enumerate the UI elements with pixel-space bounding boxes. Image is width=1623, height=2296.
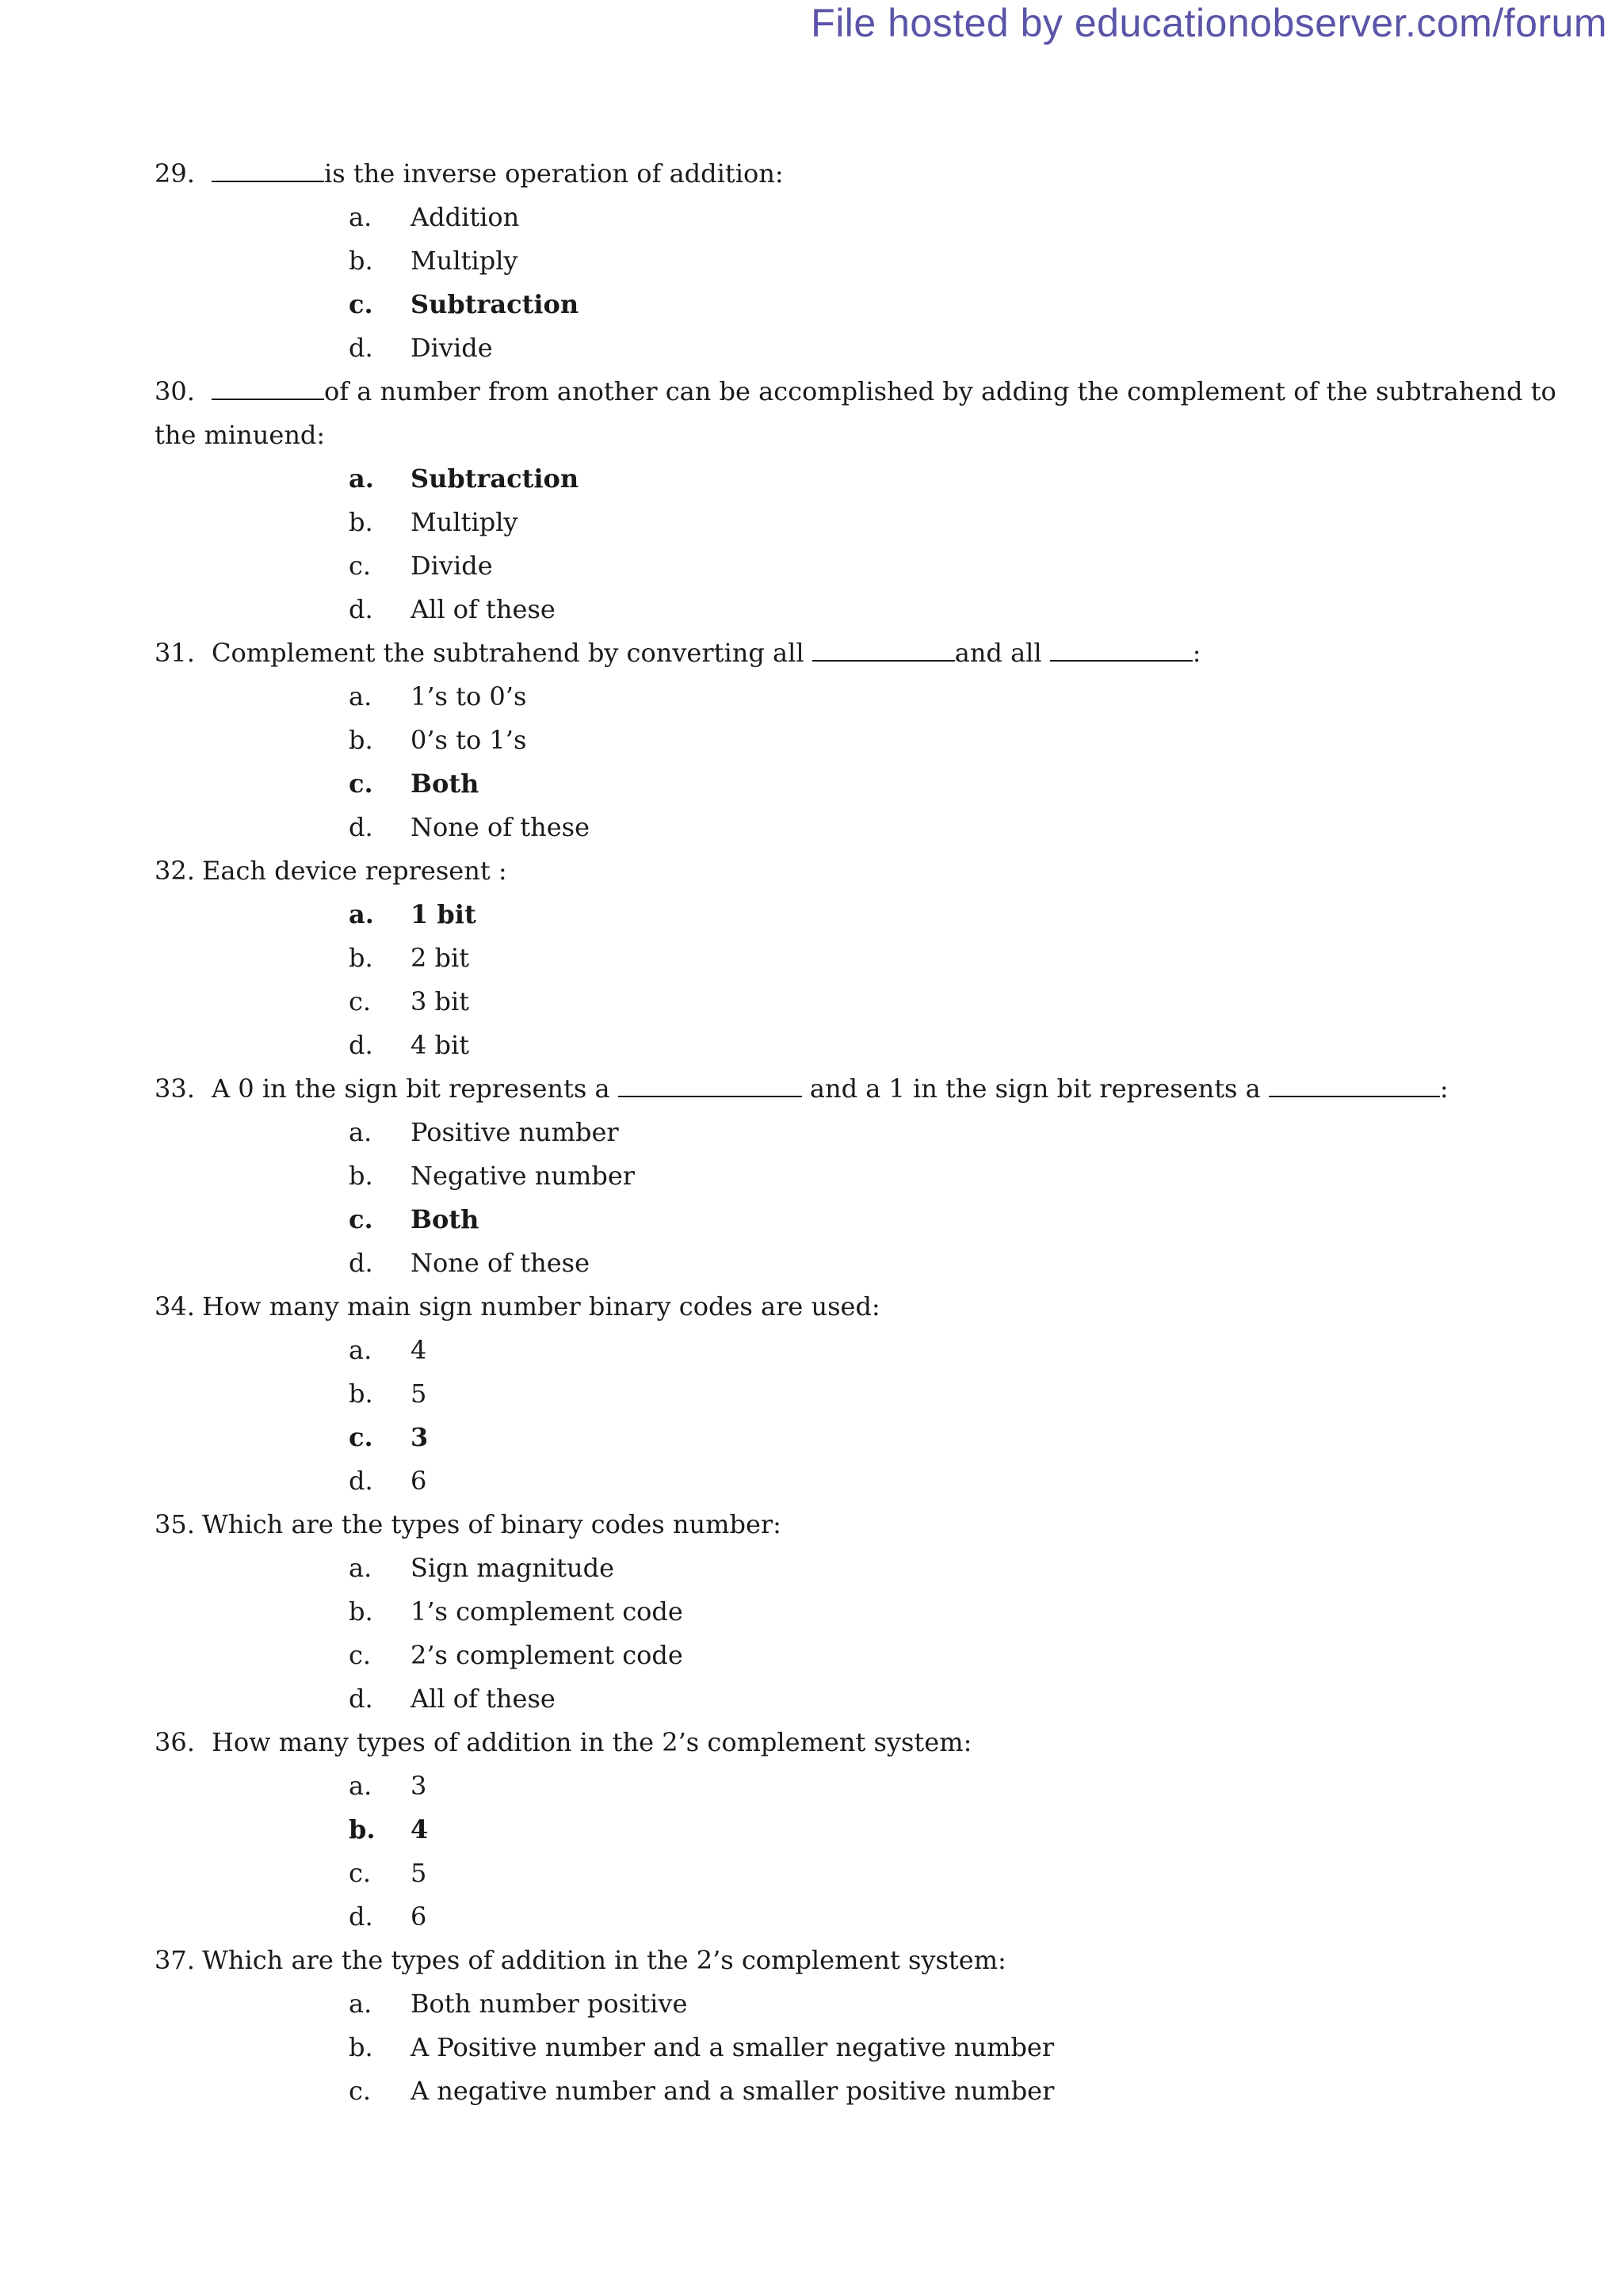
answer-blank bbox=[618, 1070, 802, 1097]
option bbox=[155, 2026, 1454, 2069]
option-text: 6 bbox=[411, 1466, 427, 1496]
question-text: is the inverse operation of addition: bbox=[324, 158, 784, 189]
option-letter: c. bbox=[349, 289, 373, 319]
question-36 bbox=[155, 1721, 1454, 1764]
option-text: 1 bit bbox=[411, 899, 476, 929]
option-letter: a. bbox=[349, 1117, 372, 1147]
option-letter: a. bbox=[349, 202, 372, 232]
option-text: Multiply bbox=[411, 246, 518, 276]
option-text: Multiply bbox=[411, 507, 518, 537]
option bbox=[155, 980, 1454, 1024]
option-letter: b. bbox=[349, 1161, 373, 1191]
question-29 bbox=[155, 152, 1454, 196]
option-text: 3 bbox=[411, 1422, 429, 1452]
option bbox=[155, 1154, 1454, 1198]
option-text: Divide bbox=[411, 551, 493, 581]
option-text: A negative number and a smaller positive number bbox=[411, 2076, 1055, 2106]
question-32 bbox=[155, 849, 1454, 893]
question-30 bbox=[155, 370, 1556, 414]
option-correct bbox=[155, 1198, 1454, 1241]
option-correct bbox=[155, 457, 1454, 501]
question-text: : bbox=[1439, 1074, 1449, 1104]
option bbox=[155, 1547, 1454, 1590]
option bbox=[155, 2069, 1454, 2113]
option bbox=[155, 1590, 1454, 1634]
question-number: 29. bbox=[155, 158, 195, 189]
option-text: 3 bbox=[411, 1771, 427, 1801]
option-letter: c. bbox=[349, 1204, 373, 1234]
option bbox=[155, 1372, 1454, 1416]
option bbox=[155, 326, 1454, 370]
option-text: 4 bbox=[411, 1814, 429, 1844]
option-text: 5 bbox=[411, 1379, 427, 1409]
option-letter: c. bbox=[349, 769, 373, 799]
question-number: 30. bbox=[155, 376, 195, 406]
answer-blank bbox=[212, 155, 324, 182]
option-letter: a. bbox=[349, 1771, 372, 1801]
question-text: : bbox=[1192, 638, 1201, 668]
option-text: Sign magnitude bbox=[411, 1553, 615, 1583]
option-text: 0’s to 1’s bbox=[411, 725, 527, 755]
answer-blank bbox=[1269, 1070, 1440, 1097]
answer-blank bbox=[212, 373, 324, 400]
question-number: 32. bbox=[155, 856, 195, 886]
option-letter: c. bbox=[349, 1640, 372, 1670]
question-text: and all bbox=[954, 638, 1050, 668]
option bbox=[155, 1111, 1454, 1154]
option-text: None of these bbox=[411, 1248, 590, 1278]
question-number: 37. bbox=[155, 1945, 195, 1975]
option-letter: b. bbox=[349, 1596, 373, 1627]
question-text: Which are the types of addition in the 2’s complement system: bbox=[202, 1945, 1006, 1975]
option-letter: b. bbox=[349, 1379, 373, 1409]
question-text: Which are the types of binary codes number: bbox=[202, 1509, 781, 1539]
question-33 bbox=[155, 1067, 1454, 1111]
question-text: How many types of addition in the 2’s complement system: bbox=[212, 1727, 972, 1757]
option-text: A Positive number and a smaller negative number bbox=[411, 2032, 1055, 2062]
option bbox=[155, 1329, 1454, 1372]
option-text: All of these bbox=[411, 594, 556, 624]
option-letter: c. bbox=[349, 1858, 372, 1888]
option-letter: a. bbox=[349, 899, 374, 929]
question-text: Each device represent : bbox=[202, 856, 507, 886]
option-letter: b. bbox=[349, 507, 373, 537]
question-text: How many main sign number binary codes are used: bbox=[202, 1291, 880, 1322]
option-letter: c. bbox=[349, 2076, 372, 2106]
option-letter: b. bbox=[349, 943, 373, 973]
option-letter: d. bbox=[349, 594, 373, 624]
option bbox=[155, 544, 1454, 588]
answer-blank bbox=[812, 635, 955, 662]
option-text: None of these bbox=[411, 812, 590, 842]
option-text: Both number positive bbox=[411, 1989, 688, 2019]
option-text: 1’s complement code bbox=[411, 1596, 683, 1627]
option-text: Both bbox=[411, 769, 479, 799]
question-34 bbox=[155, 1285, 1454, 1329]
option-correct bbox=[155, 283, 1454, 326]
option bbox=[155, 1241, 1454, 1285]
option-letter: a. bbox=[349, 1335, 372, 1365]
question-continuation: the minuend: bbox=[155, 420, 326, 450]
answer-blank bbox=[1050, 635, 1193, 662]
option-correct bbox=[155, 893, 1454, 936]
question-text: of a number from another can be accomplished by adding the complement of the subtrahend to bbox=[324, 376, 1556, 406]
option-correct bbox=[155, 762, 1454, 806]
option-letter: b. bbox=[349, 1814, 376, 1844]
question-number: 35. bbox=[155, 1509, 195, 1539]
option-letter: b. bbox=[349, 246, 373, 276]
question-35 bbox=[155, 1503, 1454, 1547]
option-letter: c. bbox=[349, 1422, 373, 1452]
question-list bbox=[155, 152, 1556, 2113]
option-text: Both bbox=[411, 1204, 479, 1234]
option bbox=[155, 675, 1454, 719]
option-letter: a. bbox=[349, 463, 374, 494]
question-text: and a 1 in the sign bit represents a bbox=[801, 1074, 1269, 1104]
option-text: Subtraction bbox=[411, 289, 579, 319]
option-letter: d. bbox=[349, 1248, 373, 1278]
option bbox=[155, 1024, 1454, 1067]
option bbox=[155, 1852, 1454, 1895]
option-text: 2 bit bbox=[411, 943, 470, 973]
option-letter: d. bbox=[349, 333, 373, 363]
option-text: 2’s complement code bbox=[411, 1640, 683, 1670]
question-number: 33. bbox=[155, 1074, 195, 1104]
question-text: Complement the subtrahend by converting all bbox=[212, 638, 812, 668]
option bbox=[155, 1634, 1454, 1677]
option-text: 4 bbox=[411, 1335, 427, 1365]
option-letter: c. bbox=[349, 986, 372, 1016]
option bbox=[155, 1764, 1454, 1808]
option-text: Positive number bbox=[411, 1117, 619, 1147]
option-text: Divide bbox=[411, 333, 493, 363]
option-letter: c. bbox=[349, 551, 372, 581]
option-text: 6 bbox=[411, 1901, 427, 1932]
option-text: Addition bbox=[411, 202, 520, 232]
question-number: 36. bbox=[155, 1727, 195, 1757]
option bbox=[155, 936, 1454, 980]
option-text: 5 bbox=[411, 1858, 427, 1888]
option bbox=[155, 239, 1454, 283]
option-text: Negative number bbox=[411, 1161, 636, 1191]
question-31 bbox=[155, 631, 1454, 675]
question-text: A 0 in the sign bit represents a bbox=[212, 1074, 618, 1104]
option-letter: d. bbox=[349, 1901, 373, 1932]
option-text: 3 bit bbox=[411, 986, 470, 1016]
option-text: 1’s to 0’s bbox=[411, 681, 527, 711]
option-letter: a. bbox=[349, 681, 372, 711]
option bbox=[155, 196, 1454, 239]
option-text: All of these bbox=[411, 1684, 556, 1714]
option-text: Subtraction bbox=[411, 463, 579, 494]
option-letter: d. bbox=[349, 812, 373, 842]
question-37 bbox=[155, 1939, 1454, 1982]
option-text: 4 bit bbox=[411, 1030, 470, 1060]
option-letter: b. bbox=[349, 725, 373, 755]
watermark: File hosted by educationobserver.com/forum bbox=[811, 1, 1607, 45]
option bbox=[155, 1459, 1454, 1503]
option bbox=[155, 719, 1454, 762]
option bbox=[155, 806, 1454, 849]
question-number: 34. bbox=[155, 1291, 195, 1322]
option bbox=[155, 1677, 1454, 1721]
option bbox=[155, 588, 1454, 631]
option-letter: a. bbox=[349, 1989, 372, 2019]
option bbox=[155, 501, 1454, 544]
option bbox=[155, 1895, 1454, 1939]
option-letter: d. bbox=[349, 1030, 373, 1060]
option bbox=[155, 1982, 1454, 2026]
option-letter: d. bbox=[349, 1684, 373, 1714]
option-correct bbox=[155, 1416, 1454, 1459]
option-correct bbox=[155, 1808, 1454, 1852]
option-letter: d. bbox=[349, 1466, 373, 1496]
option-letter: a. bbox=[349, 1553, 372, 1583]
question-number: 31. bbox=[155, 638, 195, 668]
option-letter: b. bbox=[349, 2032, 373, 2062]
